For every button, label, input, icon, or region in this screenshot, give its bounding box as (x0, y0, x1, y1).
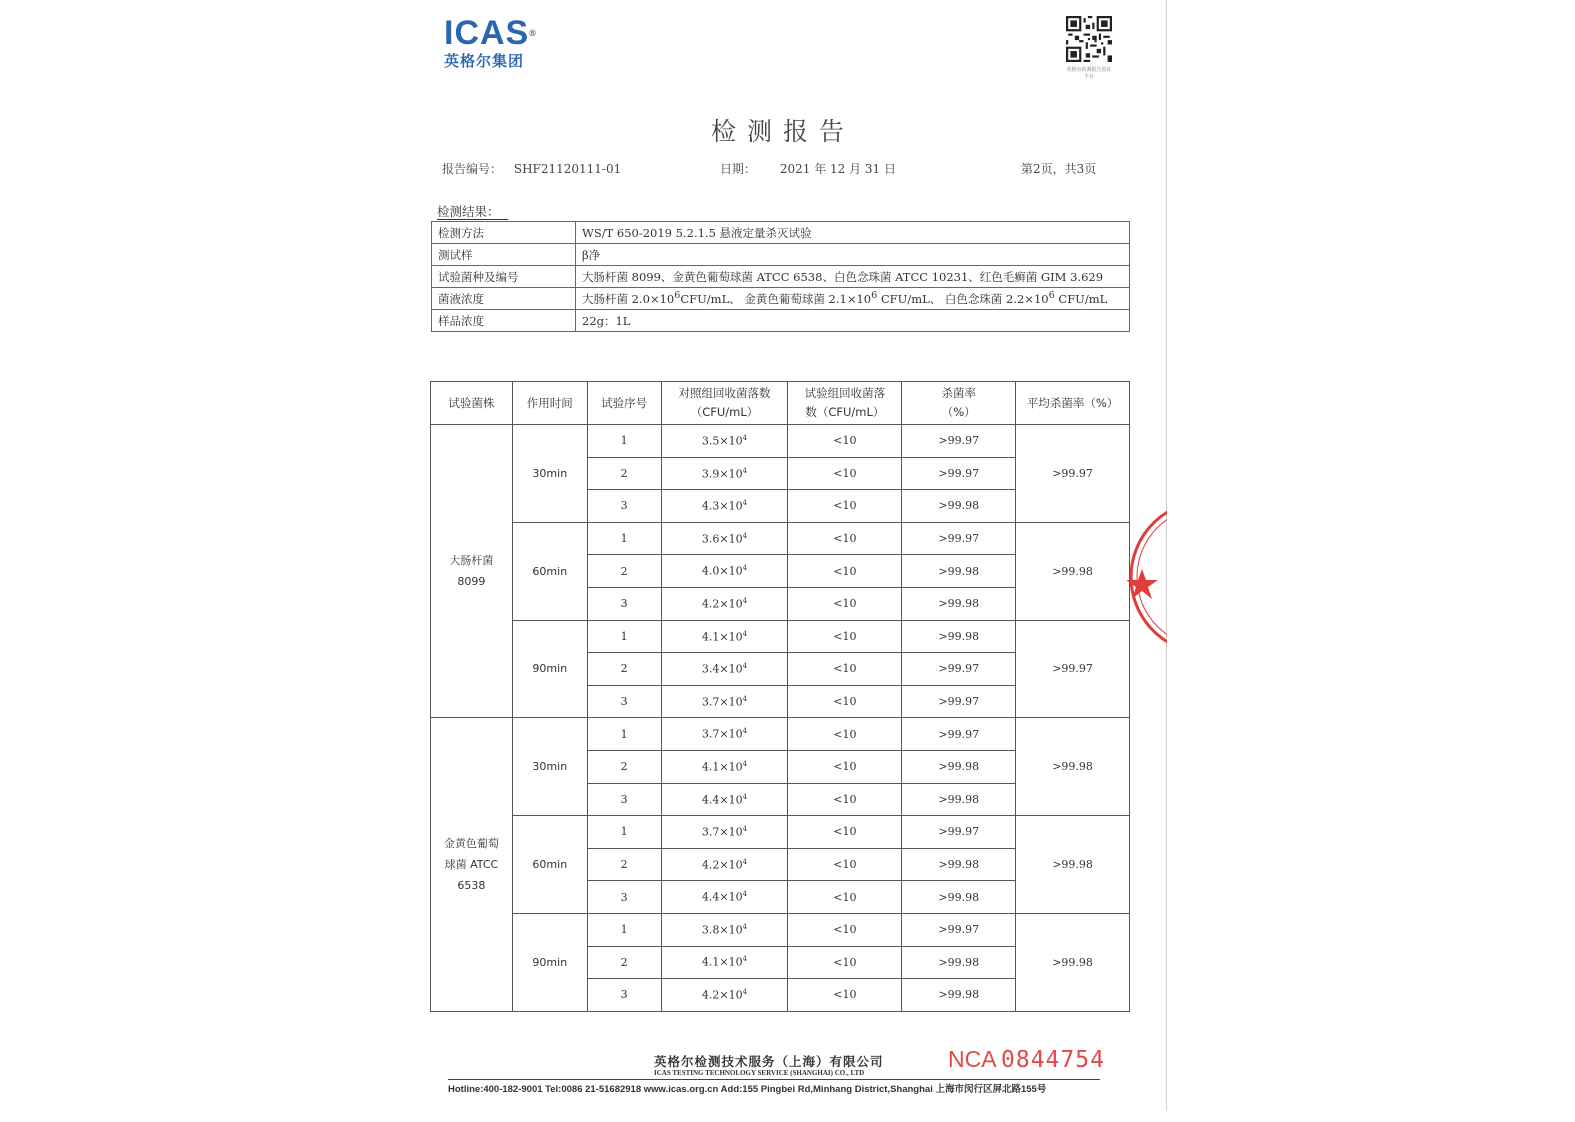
test-count-cell: <10 (788, 457, 902, 490)
control-count-base: 3.7×10 (701, 695, 743, 709)
time-cell: 60min (512, 816, 587, 914)
time-cell: 90min (512, 620, 587, 718)
results-header-row (431, 382, 1130, 425)
control-count-cell (661, 522, 788, 555)
report-title: 检测报告 (710, 117, 855, 146)
report-number-label: 报告编号： (442, 162, 503, 176)
control-count-cell (661, 718, 788, 751)
info-value: WS/T 650-2019 5.2.1.5 悬液定量杀灭试验 (576, 222, 1130, 244)
test-count-cell: <10 (788, 653, 902, 686)
test-count-cell: <10 (788, 750, 902, 783)
nca-prefix: NCA (948, 1046, 997, 1072)
test-count-cell: <10 (788, 783, 902, 816)
info-row (432, 266, 1130, 288)
column-header-line: 试验菌株 (448, 395, 495, 410)
control-count-base: 3.4×10 (701, 662, 743, 676)
seq-cell: 2 (587, 653, 661, 686)
info-key: 样品浓度 (432, 310, 576, 332)
control-count-cell (661, 750, 788, 783)
exponent: 4 (742, 988, 748, 997)
column-header-line: （%） (941, 405, 976, 419)
section-label: 检测结果： (437, 204, 508, 220)
kill-rate-cell: >99.98 (902, 490, 1016, 523)
info-key: 试验菌种及编号 (432, 266, 576, 288)
control-count-base: 4.2×10 (701, 858, 743, 872)
footer-company-cn: 英格尔检测技术服务（上海）有限公司 (654, 1054, 884, 1069)
exponent: 4 (742, 499, 748, 508)
exponent: 4 (742, 433, 748, 442)
kill-rate-cell: >99.98 (902, 587, 1016, 620)
report-number-value: SHF21120111-01 (513, 162, 622, 176)
column-header-line: 杀菌率 (941, 386, 976, 400)
results-table (430, 381, 1130, 1012)
column-header-line: （CFU/mL） (690, 405, 759, 419)
control-count-base: 4.2×10 (701, 988, 743, 1002)
seq-cell: 1 (587, 522, 661, 555)
seq-cell: 3 (587, 587, 661, 620)
control-count-base: 3.9×10 (701, 467, 743, 481)
info-row (432, 310, 1130, 332)
test-count-cell: <10 (788, 913, 902, 946)
strain-name-line: 6538 (457, 879, 486, 893)
exponent: 6 (871, 290, 878, 302)
avg-kill-rate-cell: >99.98 (1016, 522, 1130, 620)
test-count-cell: <10 (788, 979, 902, 1012)
strain-name-line: 大肠杆菌 (449, 554, 494, 568)
strain-name-line: 金黄色葡萄 (443, 837, 499, 851)
time-cell: 60min (512, 522, 587, 620)
kill-rate-cell: >99.97 (902, 816, 1016, 849)
info-value-part: CFU/mL、 金黄色葡萄球菌 2.1×10 (680, 291, 872, 306)
control-count-cell (661, 848, 788, 881)
seal-stamp-icon (1127, 487, 1167, 667)
control-count-base: 3.7×10 (701, 727, 743, 741)
column-header (661, 382, 788, 425)
exponent: 4 (742, 825, 748, 834)
control-count-base: 4.0×10 (701, 565, 743, 578)
table-row (431, 620, 1130, 653)
kill-rate-cell: >99.98 (902, 946, 1016, 979)
test-count-cell: <10 (788, 848, 902, 881)
control-count-base: 3.8×10 (701, 923, 743, 937)
seq-cell: 3 (587, 979, 661, 1012)
footer-company-en: ICAS TESTING TECHNOLOGY SERVICE (SHANGHAI) CO., LTD (654, 1069, 865, 1077)
kill-rate-cell: >99.97 (902, 425, 1016, 458)
exponent: 4 (742, 727, 748, 736)
control-count-cell (661, 555, 788, 588)
seq-cell: 1 (587, 816, 661, 849)
avg-kill-rate-cell: >99.97 (1016, 425, 1130, 523)
report-date-label: 日期： (720, 162, 757, 176)
qr-code-icon (1066, 16, 1112, 62)
logo-text: ICAS (444, 14, 530, 52)
kill-rate-cell: >99.98 (902, 620, 1016, 653)
test-count-cell: <10 (788, 555, 902, 588)
exponent: 6 (674, 290, 681, 302)
control-count-cell (661, 457, 788, 490)
table-row (431, 816, 1130, 849)
test-count-cell: <10 (788, 490, 902, 523)
exponent: 4 (742, 662, 748, 671)
control-count-cell (661, 587, 788, 620)
column-header-line: 作用时间 (526, 395, 573, 410)
info-value: β净 (576, 244, 1130, 266)
control-count-base: 3.6×10 (701, 532, 743, 546)
column-header-line: 试验组回收菌落 (804, 386, 886, 400)
test-count-cell: <10 (788, 718, 902, 751)
column-header (902, 382, 1016, 425)
report-page (400, 0, 1167, 1110)
table-row (431, 913, 1130, 946)
icas-logo (444, 16, 554, 71)
control-count-cell (661, 425, 788, 458)
test-count-cell: <10 (788, 816, 902, 849)
strain-name-line: 球菌 ATCC (444, 858, 499, 872)
exponent: 4 (742, 759, 748, 768)
control-count-cell (661, 783, 788, 816)
kill-rate-cell: >99.98 (902, 848, 1016, 881)
seq-cell: 2 (587, 750, 661, 783)
exponent: 4 (742, 857, 748, 866)
report-date-value: 2021 年 12 月 31 日 (779, 162, 896, 176)
kill-rate-cell: >99.98 (902, 979, 1016, 1012)
seq-cell: 3 (587, 685, 661, 718)
column-header (431, 382, 513, 425)
seq-cell: 1 (587, 718, 661, 751)
logo-cn-text: 英格尔集团 (444, 52, 525, 70)
exponent: 4 (742, 694, 748, 703)
control-count-base: 4.4×10 (701, 890, 743, 904)
test-count-cell: <10 (788, 522, 902, 555)
seq-cell: 2 (587, 946, 661, 979)
exponent: 4 (742, 466, 748, 475)
kill-rate-cell: >99.98 (902, 783, 1016, 816)
time-cell: 30min (512, 425, 587, 523)
qr-label: 英格尔检测报告验证平台 (1066, 67, 1112, 80)
info-key: 测试样 (432, 244, 576, 266)
control-count-base: 4.1×10 (701, 760, 743, 774)
exponent: 4 (742, 596, 748, 605)
table-row (431, 718, 1130, 751)
info-value: 大肠杆菌 8099、金黄色葡萄球菌 ATCC 6538、白色念珠菌 ATCC 10231、红色毛癣菌 GIM 3.629 (576, 266, 1130, 288)
exponent: 4 (742, 890, 748, 899)
column-header-line: 对照组回收菌落数 (678, 386, 771, 400)
control-count-cell (661, 979, 788, 1012)
report-date (720, 160, 896, 177)
info-table (431, 221, 1130, 332)
kill-rate-cell: >99.97 (902, 457, 1016, 490)
footer-divider (448, 1079, 1100, 1080)
avg-kill-rate-cell: >99.98 (1016, 816, 1130, 914)
control-count-base: 3.7×10 (701, 825, 743, 839)
exponent: 4 (742, 531, 748, 540)
control-count-cell (661, 913, 788, 946)
seq-cell: 3 (587, 881, 661, 914)
kill-rate-cell: >99.97 (902, 685, 1016, 718)
control-count-base: 4.3×10 (701, 499, 743, 513)
info-row (432, 222, 1130, 244)
time-cell: 30min (512, 718, 587, 816)
kill-rate-cell: >99.97 (902, 718, 1016, 751)
column-header-line: 平均杀菌率（%） (1026, 395, 1119, 410)
control-count-cell (661, 881, 788, 914)
kill-rate-cell: >99.98 (902, 750, 1016, 783)
column-header (587, 382, 661, 425)
seq-cell: 2 (587, 848, 661, 881)
test-count-cell: <10 (788, 425, 902, 458)
info-row (432, 288, 1130, 310)
column-header (512, 382, 587, 425)
kill-rate-cell: >99.98 (902, 881, 1016, 914)
table-row (431, 522, 1130, 555)
control-count-cell (661, 490, 788, 523)
strain-cell (431, 718, 513, 1011)
strain-name-line: 8099 (457, 575, 486, 589)
test-count-cell: <10 (788, 587, 902, 620)
info-key: 菌液浓度 (432, 288, 576, 310)
company-seal (1127, 487, 1167, 667)
test-count-cell: <10 (788, 620, 902, 653)
nca-serial (948, 1046, 1105, 1073)
exponent: 4 (742, 922, 748, 931)
info-key: 检测方法 (432, 222, 576, 244)
exponent: 6 (1048, 290, 1055, 302)
exponent: 4 (742, 564, 748, 573)
seq-cell: 1 (587, 620, 661, 653)
kill-rate-cell: >99.97 (902, 653, 1016, 686)
kill-rate-cell: >99.98 (902, 555, 1016, 588)
seq-cell: 2 (587, 457, 661, 490)
seq-cell: 3 (587, 490, 661, 523)
test-count-cell: <10 (788, 685, 902, 718)
control-count-base: 4.1×10 (701, 956, 743, 970)
control-count-base: 3.5×10 (701, 434, 743, 448)
strain-cell (431, 425, 513, 718)
info-value-part: CFU/mL (1054, 291, 1108, 306)
exponent: 4 (742, 629, 748, 638)
seq-cell: 3 (587, 783, 661, 816)
info-value-part: CFU/mL、 白色念珠菌 2.2×10 (877, 291, 1049, 306)
page-indicator: 第2页，共3页 (1021, 162, 1097, 176)
control-count-cell (661, 685, 788, 718)
kill-rate-cell: >99.97 (902, 522, 1016, 555)
table-row (431, 425, 1130, 458)
control-count-cell (661, 946, 788, 979)
footer-address: Hotline:400-182-9001 Tel:0086 21-51682918 www.icas.org.cn Add:155 Pingbei Rd,Minhang District,Shanghai 上海市闵行区屏北路155号 (448, 1084, 1047, 1095)
control-count-base: 4.2×10 (701, 597, 743, 611)
avg-kill-rate-cell: >99.98 (1016, 913, 1130, 1011)
avg-kill-rate-cell: >99.98 (1016, 718, 1130, 816)
column-header (788, 382, 902, 425)
control-count-cell (661, 653, 788, 686)
registered-mark: ® (529, 28, 537, 38)
test-count-cell: <10 (788, 881, 902, 914)
control-count-cell (661, 620, 788, 653)
nca-number: 0844754 (1001, 1047, 1105, 1073)
seq-cell: 1 (587, 913, 661, 946)
control-count-base: 4.4×10 (701, 793, 743, 807)
column-header (1016, 382, 1130, 425)
info-row (432, 244, 1130, 266)
seq-cell: 1 (587, 425, 661, 458)
test-count-cell: <10 (788, 946, 902, 979)
control-count-cell (661, 816, 788, 849)
qr-code (1066, 16, 1112, 80)
exponent: 4 (742, 955, 748, 964)
info-value (576, 288, 1130, 310)
column-header-line: 数（CFU/mL） (805, 405, 885, 419)
column-header-line: 试验序号 (601, 395, 648, 410)
info-value: 22g：1L (576, 310, 1130, 332)
seq-cell: 2 (587, 555, 661, 588)
kill-rate-cell: >99.97 (902, 913, 1016, 946)
time-cell: 90min (512, 913, 587, 1011)
avg-kill-rate-cell: >99.97 (1016, 620, 1130, 718)
exponent: 4 (742, 792, 748, 801)
report-number (442, 160, 621, 177)
control-count-base: 4.1×10 (701, 630, 743, 644)
info-value-part: 大肠杆菌 2.0×10 (582, 291, 675, 306)
